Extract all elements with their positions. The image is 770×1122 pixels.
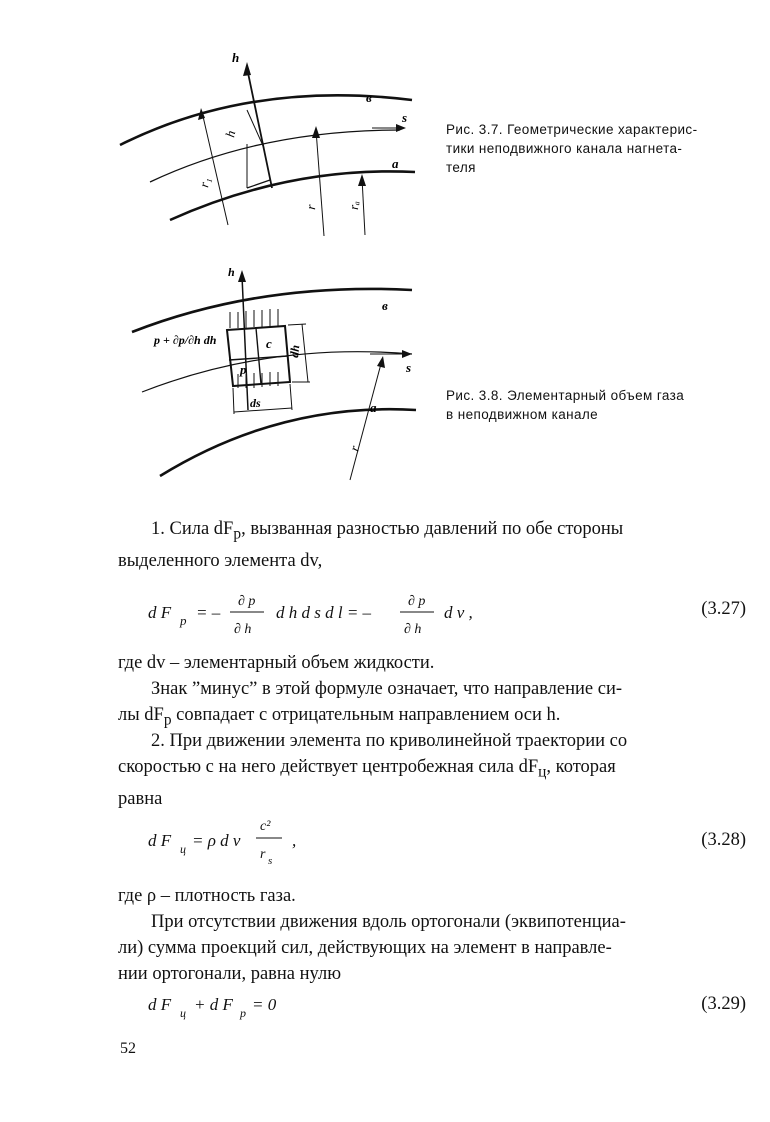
fig1-label-s: s <box>402 110 408 125</box>
paragraph-minus-sign <box>118 676 756 734</box>
p6-line-3: нии ортогонали, равна нулю <box>118 964 342 984</box>
svg-text:s: s <box>268 855 273 867</box>
svg-text:ц: ц <box>180 1006 186 1020</box>
svg-text:∂ h: ∂ h <box>234 622 252 637</box>
p4-text-d: равна <box>118 788 163 809</box>
svg-text:= 0: = 0 <box>252 995 277 1014</box>
p4-text-c: , которая <box>546 757 616 777</box>
p4-text-a: 2. При движении элемента по криволинейной траектории со <box>151 731 628 751</box>
fig1-label-r: r <box>303 203 319 211</box>
fig1-caption-line-3: теля <box>446 160 476 175</box>
svg-text:∂ p: ∂ p <box>408 594 426 609</box>
svg-text:p: p <box>240 1006 246 1020</box>
fig2-label-b: в <box>382 298 388 313</box>
svg-text:= ρ d v: = ρ d v <box>192 831 241 850</box>
paragraph-equilibrium <box>118 909 756 987</box>
fig1-label-a: a <box>392 156 399 171</box>
p4-sub: ц <box>538 763 547 781</box>
p1-text-b: , вызванная разностью давлений по обе стороны <box>241 519 624 539</box>
figure-3-7 <box>110 40 430 240</box>
equation-3-29 <box>118 986 758 1026</box>
svg-text:d h d s d l = –: d h d s d l = – <box>276 603 372 622</box>
equation-3-29-number: (3.29) <box>701 994 746 1014</box>
fig2-label-r: r <box>346 444 363 453</box>
fig2-label-p: p <box>240 362 247 377</box>
fig1-label-ra: rₐ <box>346 200 362 211</box>
svg-text:c²: c² <box>260 819 271 834</box>
equation-3-29-drawing <box>118 986 638 1026</box>
p1-sub: p <box>233 525 242 543</box>
p1-text-a: 1. Сила dF <box>151 519 234 539</box>
svg-text:+ d F: + d F <box>194 995 233 1014</box>
svg-text:d v ,: d v , <box>444 603 473 622</box>
fig2-label-ds: ds <box>250 396 261 410</box>
p3-text-a: Знак ”минус” в этой формуле означает, что направление си- <box>151 679 623 699</box>
figure-3-8-caption <box>446 386 756 424</box>
paragraph-density: где ρ – плотность газа. <box>118 886 296 906</box>
svg-text:d F: d F <box>148 831 172 850</box>
svg-text:d F: d F <box>148 995 172 1014</box>
paragraph-force-pressure <box>118 516 756 574</box>
fig2-label-dh: dh <box>287 344 303 359</box>
equation-3-27-drawing <box>118 585 638 645</box>
equation-3-28 <box>118 812 758 872</box>
paragraph-dv-definition: где dv – элементарный объем жидкости. <box>118 653 435 673</box>
equation-3-27 <box>118 585 758 645</box>
fig1-label-b: в <box>366 90 372 105</box>
fig2-caption-line-1: Рис. 3.8. Элементарный объем газа <box>446 388 685 403</box>
p3-text-b: лы dF <box>118 705 164 725</box>
svg-text:p: p <box>180 613 187 628</box>
svg-text:d F: d F <box>148 603 172 622</box>
p6-line-1: При отсутствии движения вдоль ортогонали (эквипотенциа- <box>151 912 626 932</box>
p1-text-c: выделенного элемента dv, <box>118 550 323 571</box>
equation-3-28-number: (3.28) <box>701 830 746 850</box>
fig1-caption-line-1: Рис. 3.7. Геометрические характерис- <box>446 122 698 137</box>
svg-text:r: r <box>260 847 266 862</box>
page-number: 52 <box>120 1040 136 1057</box>
fig1-label-h-dim: h <box>222 129 239 139</box>
svg-text:,: , <box>292 831 297 850</box>
paragraph-centrifugal <box>118 728 756 812</box>
fig2-label-pressure: p + ∂p/∂h dh <box>154 333 217 347</box>
equation-3-28-drawing <box>118 812 638 872</box>
svg-text:ц: ц <box>180 842 186 856</box>
figure-3-8-drawing <box>120 262 420 484</box>
fig1-label-h: h <box>232 50 240 65</box>
figure-3-8 <box>120 262 420 484</box>
fig2-label-c: c <box>266 336 272 351</box>
fig2-label-s: s <box>406 360 412 375</box>
p6-line-2: ли) сумма проекций сил, действующих на элемент в направле- <box>118 938 612 958</box>
figure-3-7-caption <box>446 120 756 177</box>
p4-text-b: скоростью c на него действует центробежная сила dF <box>118 757 539 777</box>
fig2-label-h: h <box>228 265 235 279</box>
fig2-caption-line-2: в неподвижном канале <box>446 407 599 422</box>
figure-3-7-drawing <box>110 40 430 240</box>
equation-3-27-number: (3.27) <box>701 599 746 619</box>
svg-text:∂ p: ∂ p <box>238 594 256 609</box>
fig1-caption-line-2: тики неподвижного канала нагнета- <box>446 141 683 156</box>
p3-text-c: совпадает с отрицательным направлением оси h. <box>171 705 561 725</box>
svg-text:= –: = – <box>196 603 221 622</box>
svg-text:∂ h: ∂ h <box>404 622 422 637</box>
p3-sub: p <box>163 711 172 729</box>
fig1-label-r1: r₁ <box>196 176 213 189</box>
fig2-label-a: a <box>370 400 377 415</box>
